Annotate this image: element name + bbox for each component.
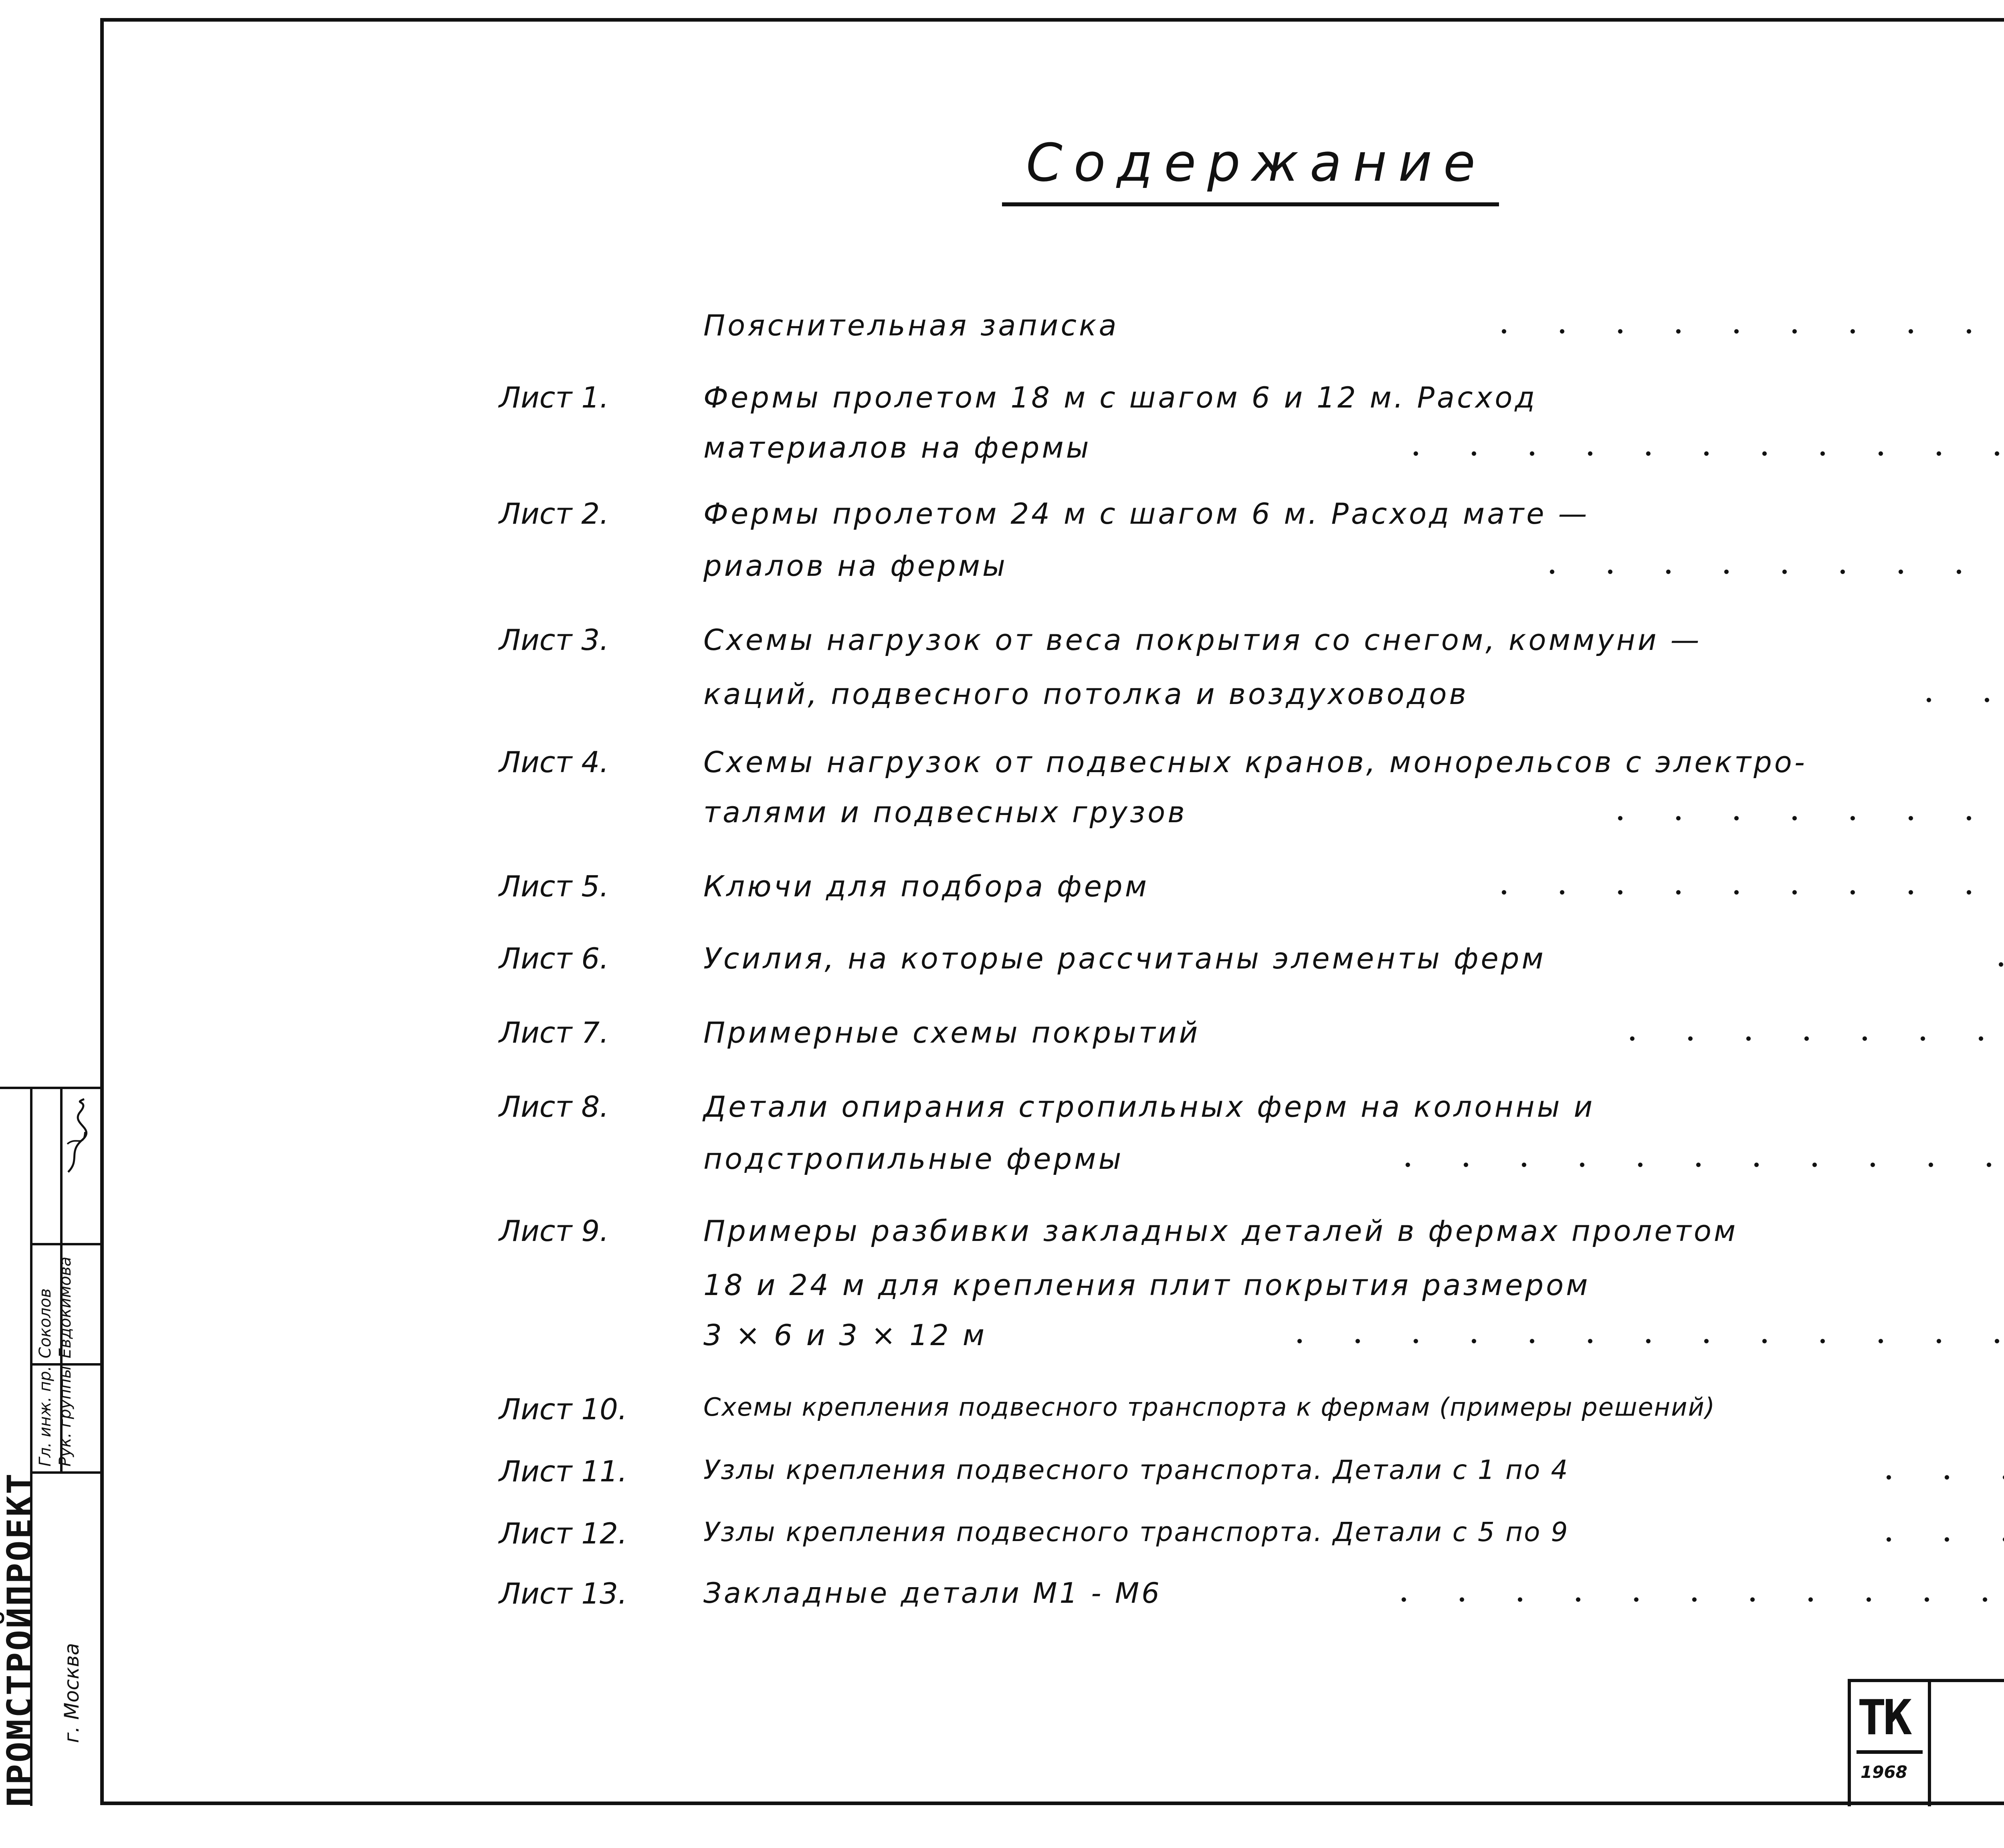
toc-row <box>0 1016 2004 1060</box>
dot-leader <box>1271 1338 2004 1344</box>
toc-entry-text: Узлы крепления подвесного транспорта. Детали с 5 по 9 <box>703 1517 1569 1547</box>
city-name: г. Москва <box>60 1643 83 1743</box>
dot-leader <box>1860 1475 2004 1480</box>
toc-entry-text: подстропильные фермы <box>703 1142 1124 1176</box>
toc-row <box>0 677 2004 721</box>
dot-leader <box>1375 1597 2004 1602</box>
toc-entry-text: Узлы крепления подвесного транспорта. Детали с 1 по 4 <box>703 1455 1569 1485</box>
toc-row <box>0 431 2004 475</box>
toc-sheet-label: Лист 6. <box>499 942 609 975</box>
toc-row <box>0 795 2004 839</box>
toc-entry-text: Детали опирания стропильных ферм на колонны и <box>703 1090 1595 1124</box>
dot-leader <box>1475 890 2004 895</box>
dot-leader <box>1591 815 2004 821</box>
dot-leader <box>1523 569 2004 575</box>
toc-entry-text: Примерные схемы покрытий <box>703 1016 1200 1049</box>
toc-entry-text: 18 и 24 м для крепления плит покрытия размером <box>703 1268 1590 1302</box>
toc-sheet-label: Лист 8. <box>499 1090 609 1124</box>
toc-sheet-label: Лист 10. <box>499 1392 627 1426</box>
name-chief-engineer: Соколов <box>36 1288 55 1358</box>
toc-entry-text: Фермы пролетом 24 м с шагом 6 м. Расход мате — <box>703 497 1590 531</box>
toc-sheet-label: Лист 11. <box>499 1455 627 1488</box>
toc-entry-text: талями и подвесных грузов <box>703 795 1187 829</box>
toc-entry-text: Пояснительная записка <box>703 309 1119 342</box>
title-underline <box>1002 202 1499 206</box>
toc-entry-text: Ключи для подбора ферм <box>703 870 1149 903</box>
page-title: Содержание <box>1026 132 1487 193</box>
toc-row <box>0 381 2004 425</box>
toc-row <box>0 1318 2004 1362</box>
toc-sheet-label: Лист 1. <box>499 381 609 414</box>
toc-row <box>0 1455 2004 1499</box>
signature-scrawl <box>64 1096 88 1176</box>
toc-entry-text: Закладные детали М1 - М6 <box>703 1577 1162 1610</box>
toc-row <box>0 1268 2004 1312</box>
toc-sheet-label: Лист 2. <box>499 497 609 531</box>
dot-leader <box>1387 451 2004 456</box>
toc-entry-text: 3 × 6 и 3 × 12 м <box>703 1318 987 1352</box>
toc-row <box>0 1517 2004 1561</box>
toc-entry-text: Примеры разбивки закладных деталей в фермах пролетом <box>703 1214 1738 1248</box>
title-block <box>1848 1679 2004 1806</box>
dot-leader <box>1900 697 2004 703</box>
toc-sheet-label: Лист 5. <box>499 870 609 903</box>
toc-row <box>0 1214 2004 1258</box>
dot-leader <box>1603 1036 2004 1041</box>
dot-leader <box>1972 962 2004 967</box>
strip-rule <box>30 1363 100 1366</box>
toc-entry-text: Фермы пролетом 18 м с шагом 6 и 12 м. Расход <box>703 381 1537 414</box>
toc-sheet-label: Лист 4. <box>499 745 609 779</box>
toc-row <box>0 1577 2004 1621</box>
toc-entry-text: Схемы нагрузок от веса покрытия со снегом, коммуни — <box>703 623 1702 657</box>
name-group-leader: Евдокимова <box>56 1257 75 1358</box>
toc-sheet-label: Лист 9. <box>499 1214 609 1248</box>
role-chief-engineer: Гл. инж. пр. <box>36 1366 55 1467</box>
toc-row <box>0 1392 2004 1436</box>
toc-entry-text: Схемы нагрузок от подвесных кранов, монорельсов с электро- <box>703 745 1807 779</box>
toc-entry-text: каций, подвесного потолка и воздуховодов <box>703 677 1469 711</box>
toc-row <box>0 745 2004 789</box>
tk-logo: ТК <box>1857 1690 1909 1746</box>
role-group-leader: Рук. группы <box>56 1366 75 1467</box>
toc-row <box>0 623 2004 667</box>
strip-rule <box>30 1471 100 1474</box>
tk-year: 1968 <box>1861 1762 1907 1782</box>
tk-logo-underline <box>1857 1750 1923 1754</box>
toc-entry-text: Усилия, на которые рассчитаны элементы ферм <box>703 942 1546 975</box>
toc-row <box>0 942 2004 986</box>
toc-sheet-label: Лист 3. <box>499 623 609 657</box>
toc-sheet-label: Лист 7. <box>499 1016 609 1049</box>
toc-entry-text: Схемы крепления подвесного транспорта к фермам (примеры решений) <box>703 1392 1716 1422</box>
toc-row <box>0 309 2004 353</box>
toc-row <box>0 1142 2004 1186</box>
toc-entry-text: материалов на фермы <box>703 431 1091 464</box>
strip-rule <box>30 1243 100 1245</box>
toc-entry-text: риалов на фермы <box>703 549 1008 583</box>
dot-leader <box>1860 1537 2004 1542</box>
toc-row <box>0 497 2004 541</box>
toc-row <box>0 549 2004 593</box>
strip-rule <box>0 1087 100 1089</box>
tk-logo-box <box>1851 1682 1931 1806</box>
toc-row <box>0 870 2004 914</box>
dot-leader <box>1379 1162 2004 1168</box>
toc-sheet-label: Лист 12. <box>499 1517 627 1550</box>
dot-leader <box>1475 329 2004 334</box>
toc-sheet-label: Лист 13. <box>499 1577 627 1610</box>
toc-row <box>0 1090 2004 1134</box>
organization-name: ПРОМСТРОЙПРОЕКТ <box>0 1472 40 1807</box>
